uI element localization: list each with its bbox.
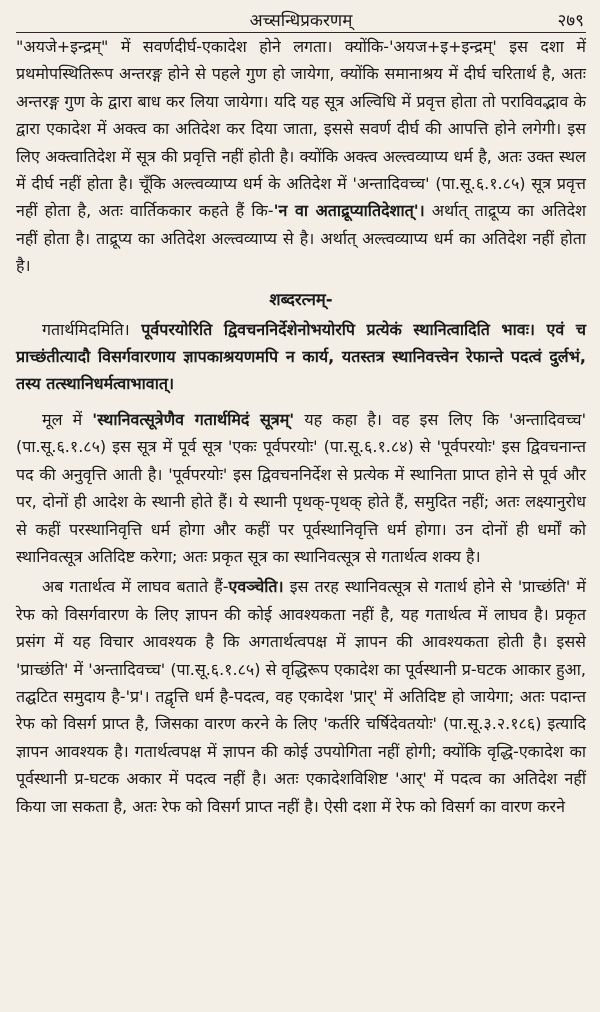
- commentary-lead: गतार्थमिदमिति।: [42, 319, 130, 339]
- paragraph-3-lead: अब गतार्थत्व में लाघव बताते हैं-: [42, 577, 229, 597]
- section-heading: शब्दरत्नम्-: [269, 289, 333, 309]
- vartika-quote: 'न वा अताद्रूप्यातिदेशात्'।: [273, 201, 425, 221]
- paragraph-3-keyword: एवञ्चेति।: [228, 577, 284, 597]
- paragraph-1-tail: अर्थात् ताद्रूप्य का अतिदेश नहीं होता है। ताद्रूप्य का अतिदेश अल्त्वव्याप्य से है। अर्थात् अल्त्वव्याप्य धर्म का अतिदेश नहीं होता है।: [16, 201, 587, 276]
- page-number: २७९: [557, 11, 584, 31]
- spacer: [16, 398, 586, 406]
- running-head-title: अच्सन्धिप्रकरणम्: [249, 11, 353, 31]
- paragraph-1: [16, 33, 586, 280]
- paragraph-3-text: इस तरह स्थानिवत्सूत्र से गतार्थ होने से 'प्राच्छंति' में रेफ को विसर्गवारण के लिए ज्ञापन की कोई आवश्यकता नहीं है, यह गतार्थत्व में लाघव है। प्रकृत प्रसंग में यह विचार आवश्यक है कि अगतार्थत्वपक्ष में ज्ञापन की आवश्यकता होती है। इससे 'प्राच्छंति' में 'अन्तादिवच्च' (पा.सू.६.१.८५) से वृद्धिरूप एकादेश का पूर्वस्थानी प्र-घटक आकार हुआ, तद्घटित समुदाय है-'प्र'। तद्वृत्ति धर्म है-पदत्व, वह एकादेश 'प्रार्' में अतिदिष्ट हो जायेगा; अतः पदान्त रेफ को विसर्ग प्राप्त है, जिसका वारण करने के लिए 'कर्तरि चर्षिदेवतयोः' (पा.सू.३.२.१८६) इत्यादि ज्ञापन आवश्यक है। गतार्थत्वपक्ष में ज्ञापन की कोई उपयोगिता नहीं होगी; क्योंकि वृद्धि-एकादेश का पूर्वस्थानी प्र-घटक अकार में पदत्व नहीं है। अतः एकादेशविशिष्ट 'आर्' में पदत्व का अतिदेश नहीं किया जा सकता है, अतः रेफ को विसर्ग प्राप्त नहीं है। ऐसी दशा में रेफ को विसर्ग का वारण करने: [16, 577, 586, 816]
- page-header: [16, 6, 586, 33]
- paragraph-2: [16, 406, 586, 570]
- paragraph-2-quote: 'स्थानिवत्सूत्रेणैव गतार्थमिदं सूत्रम्': [92, 409, 295, 429]
- commentary-paragraph: [16, 316, 586, 398]
- commentary-text: पूर्वपरयोरिति द्विवचननिर्देशेनोभयोरपि प्रत्येकं स्थानित्वादिति भावः। एवं च प्राच्छंतीत्यादौ विसर्गवारणाय ज्ञापकाश्रयणमपि न कार्य, यतस्तत्र स्थानिवत्त्वेन रेफान्ते पदत्वं दुर्लभं, तस्य तत्स्थानिधर्मत्वाभावात्।: [16, 319, 586, 394]
- paragraph-2-text: यह कहा है। वह इस लिए कि 'अन्तादिवच्च' (पा.सू.६.१.८५) इस सूत्र में पूर्व सूत्र 'एकः पूर्वपरयोः' (पा.सू.६.१.८४) से 'पूर्वपरयोः' इस द्विवचनान्त पद की अनुवृत्ति आती है। 'पूर्वपरयोः' इस द्विवचननिर्देश से प्रत्येक में स्थानिता प्राप्त होने से पूर्व और पर, दोनों ही आदेश के स्थानी होते हैं। ये स्थानी पृथक्-पृथक् होते हैं, समुदित नहीं; अतः लक्ष्यानुरोध से कहीं परस्थानिवृत्ति धर्म होगा और कहीं पर पूर्वस्थानिवृत्ति धर्म होगा। उन दोनों ही धर्मों को स्थानिवत्सूत्र अतिदिष्ट करेगा; अतः प्रकृत सूत्र का स्थानिवत्सूत्र से गतार्थत्व शक्य है।: [16, 409, 586, 566]
- paragraph-3: [16, 573, 586, 820]
- paragraph-1-text: "अयजे+इन्द्रम्" में सवर्णदीर्घ-एकादेश होने लगता। क्योंकि-'अयज+इ+इन्द्रम्' इस दशा में प्रथमोपस्थितिरूप अन्तरङ्ग होने से पहले गुण हो जायेगा, क्योंकि समानाश्रय में दीर्घ चरितार्थ है, अतः अन्तरङ्ग गुण के द्वारा बाध कर लिया जायेगा। यदि यह सूत्र अल्विधि में प्रवृत्त होता तो पराविवद्भाव के द्वारा एकादेश में अक्त्व का अतिदेश कर दिया जाता, इससे सवर्ण दीर्घ की आपत्ति होने लगेगी। इस लिए अक्त्वातिदेश में सूत्र की प्रवृत्ति नहीं होती है। क्योंकि अक्त्व अल्त्वव्याप्य धर्म है, अतः उक्त स्थल में दीर्घ नहीं होता है। चूँकि अल्त्वव्याप्य धर्म के अतिदेश में 'अन्तादिवच्च' (पा.सू.६.१.८५) सूत्र प्रवृत्त नहीं होता है, अतः वार्तिककार कहते हैं कि-: [16, 37, 586, 221]
- paragraph-2-lead: मूल में: [42, 409, 83, 429]
